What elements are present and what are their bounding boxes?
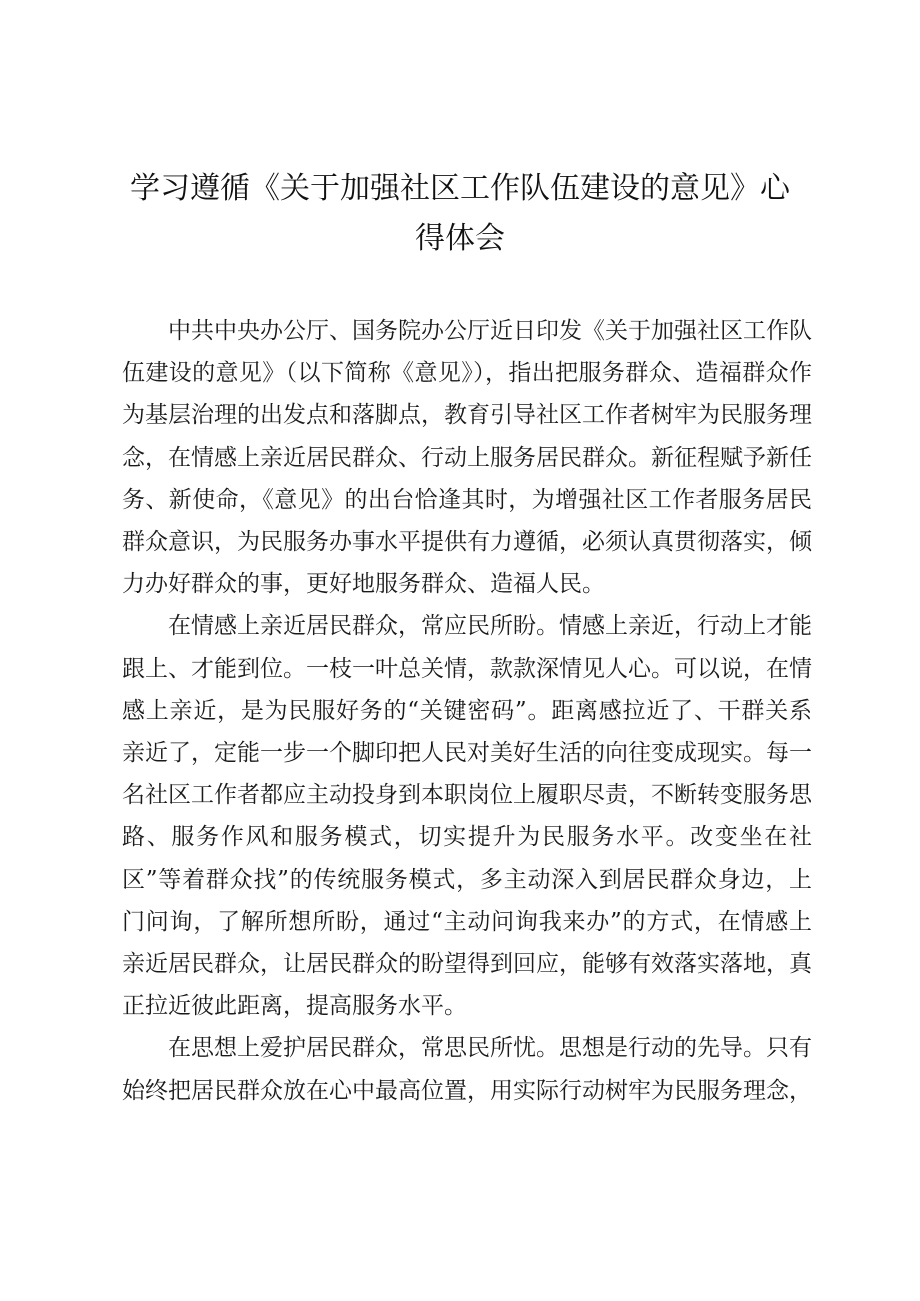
- document-title: 学习遵循《关于加强社区工作队伍建设的意见》心得体会: [130, 171, 790, 256]
- document-body: [122, 310, 812, 1112]
- paragraph-emotional-closeness: 在情感上亲近居民群众，常应民所盼。情感上亲近，行动上才能跟上、才能到位。一枝一叶总关情，款款深情见人心。可以说，在情感上亲近，是为民服好务的“关键密码”。距离感拉近了、干群关系亲近了，定能一步一个脚印把人民对美好生活的向往变成现实。每一名社区工作者都应主动投身到本职岗位上履职尽责，不断转变服务思路、服务作风和服务模式，切实提升为民服务水平。改变坐在社区”等着群众找”的传统服务模式，多主动深入到居民群众身边，上门问询，了解所想所盼，通过“主动问询我来办”的方式，在情感上亲近居民群众，让居民群众的盼望得到回应，能够有效落实落地，真正拉近彼此距离，提高服务水平。: [122, 613, 812, 1020]
- paragraph-ideological-care: 在思想上爱护居民群众，常思民所忧。思想是行动的先导。只有始终把居民群众放在心中最高位置，用实际行动树牢为民服务理念，: [122, 1035, 812, 1104]
- paragraph-intro: 中共中央办公厅、国务院办公厅近日印发《关于加强社区工作队伍建设的意见》（以下简称《意见》），指出把服务群众、造福群众作为基层治理的出发点和落脚点，教育引导社区工作者树牢为民服务理念，在情感上亲近居民群众、行动上服务居民群众。新征程赋予新任务、新使命，《意见》的出台恰逢其时，为增强社区工作者服务居民群众意识，为民服务办事水平提供有力遵循，必须认真贯彻落实，倾力办好群众的事，更好地服务群众、造福人民。: [122, 318, 812, 598]
